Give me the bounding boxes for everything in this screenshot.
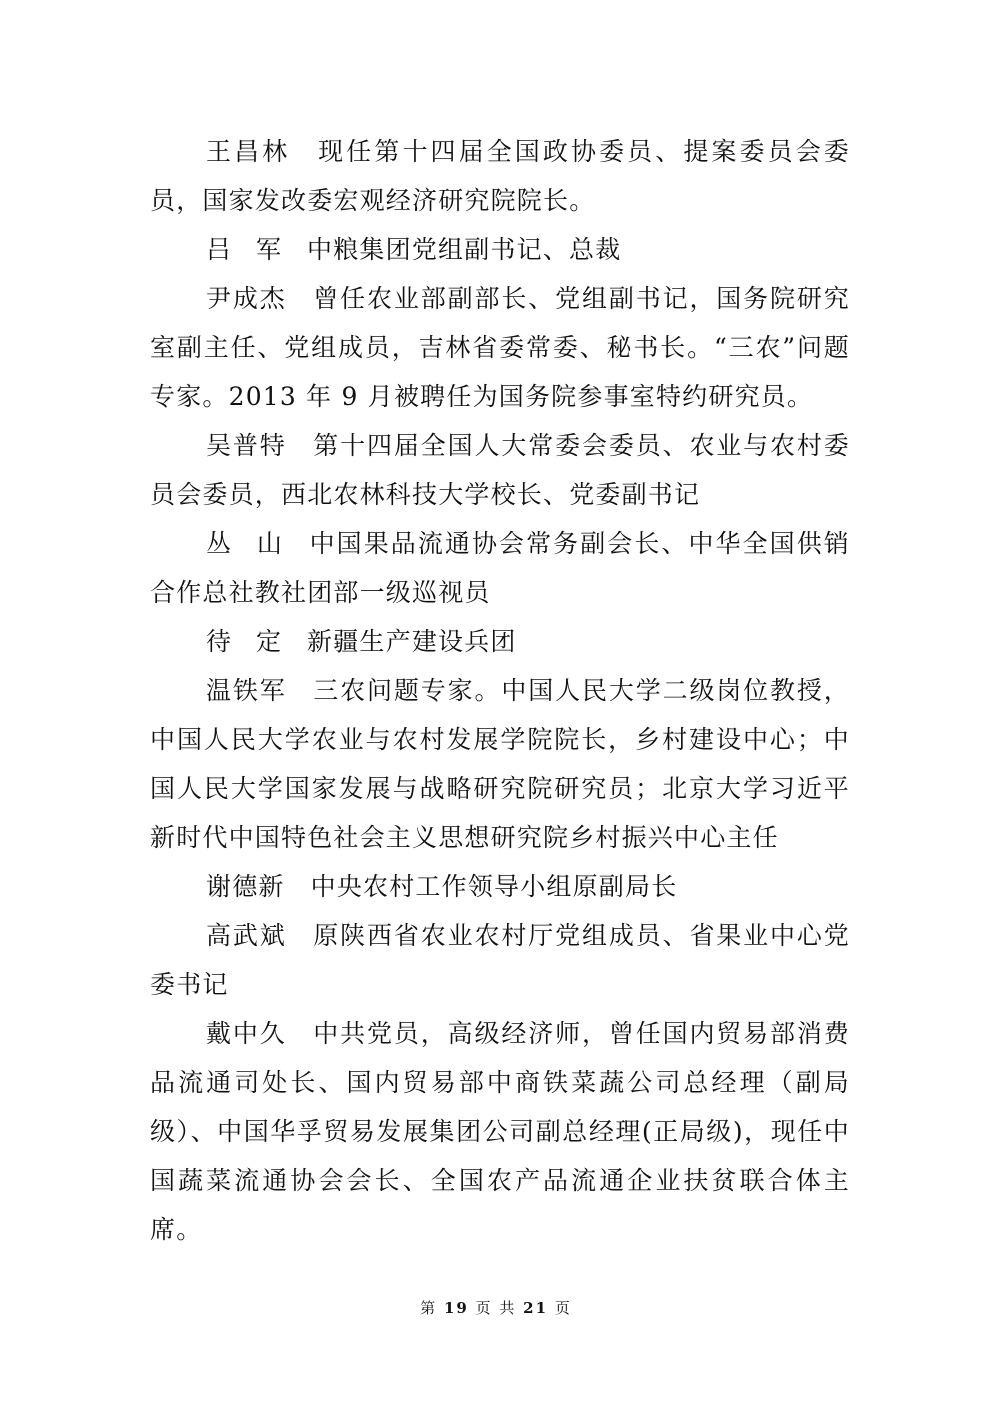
- entry-wu-pute: [150, 421, 850, 519]
- person-description: 中央农村工作领导小组原副局长: [310, 872, 678, 901]
- entry-xie-dexin: [150, 862, 850, 911]
- entry-to-be-determined: [150, 617, 850, 666]
- person-description: 新疆生产建设兵团: [307, 627, 517, 656]
- person-name: 待定: [206, 627, 307, 656]
- person-name: 高武斌: [206, 921, 287, 950]
- entry-dai-zhongjiu: [150, 1009, 850, 1254]
- page-footer: [0, 1297, 992, 1318]
- entry-wang-changlin: [150, 127, 850, 225]
- person-description: 中国果品流通协会常务副会长、中华全国供销合作总社教社团部一级巡视员: [150, 529, 850, 607]
- person-name: 丛山: [206, 529, 308, 558]
- entry-gao-wubin: [150, 911, 850, 1009]
- person-name: 王昌林: [206, 137, 291, 166]
- document-body: [150, 127, 850, 1254]
- person-description: 三农问题专家。中国人民大学二级岗位教授，中国人民大学农业与农村发展学院院长，乡村建设中心；中国人民大学国家发展与战略研究院研究员；北京大学习近平新时代中国特色社会主义思想研究院乡村振兴中心主任: [150, 676, 850, 852]
- person-name: 吕军: [206, 235, 307, 264]
- person-name: 温铁军: [206, 676, 287, 705]
- entry-yin-chengjie: [150, 274, 850, 421]
- entry-cong-shan: [150, 519, 850, 617]
- person-description: 原陕西省农业农村厅党组成员、省果业中心党委书记: [150, 921, 850, 999]
- current-page-number: 19: [443, 1299, 469, 1317]
- page-number-prefix: 第: [420, 1299, 438, 1317]
- person-name: 吴普特: [206, 431, 287, 460]
- total-page-count: 21: [523, 1299, 549, 1317]
- person-name: 谢德新: [206, 872, 285, 901]
- page-number-suffix: 页: [554, 1299, 572, 1317]
- person-name: 尹成杰: [206, 284, 287, 313]
- page-number-middle: 页 共: [475, 1299, 517, 1317]
- person-name: 戴中久: [206, 1019, 287, 1048]
- person-description: 曾任农业部副部长、党组副书记，国务院研究室副主任、党组成员，吉林省委常委、秘书长。“三农”问题专家。2013 年 9 月被聘任为国务院参事室特约研究员。: [150, 284, 850, 411]
- person-description: 中共党员，高级经济师，曾任国内贸易部消费品流通司处长、国内贸易部中商铁菜蔬公司总经理（副局级）、中国华孚贸易发展集团公司副总经理(正局级)，现任中国蔬菜流通协会会长、全国农产品流通企业扶贫联合体主席。: [150, 1019, 850, 1244]
- entry-wen-tiejun: [150, 666, 850, 862]
- person-description: 现任第十四届全国政协委员、提案委员会委员，国家发改委宏观经济研究院院长。: [150, 137, 850, 215]
- entry-lv-jun: [150, 225, 850, 274]
- person-description: 中粮集团党组副书记、总裁: [307, 235, 622, 264]
- person-description: 第十四届全国人大常委会委员、农业与农村委员会委员，西北农林科技大学校长、党委副书记: [150, 431, 850, 509]
